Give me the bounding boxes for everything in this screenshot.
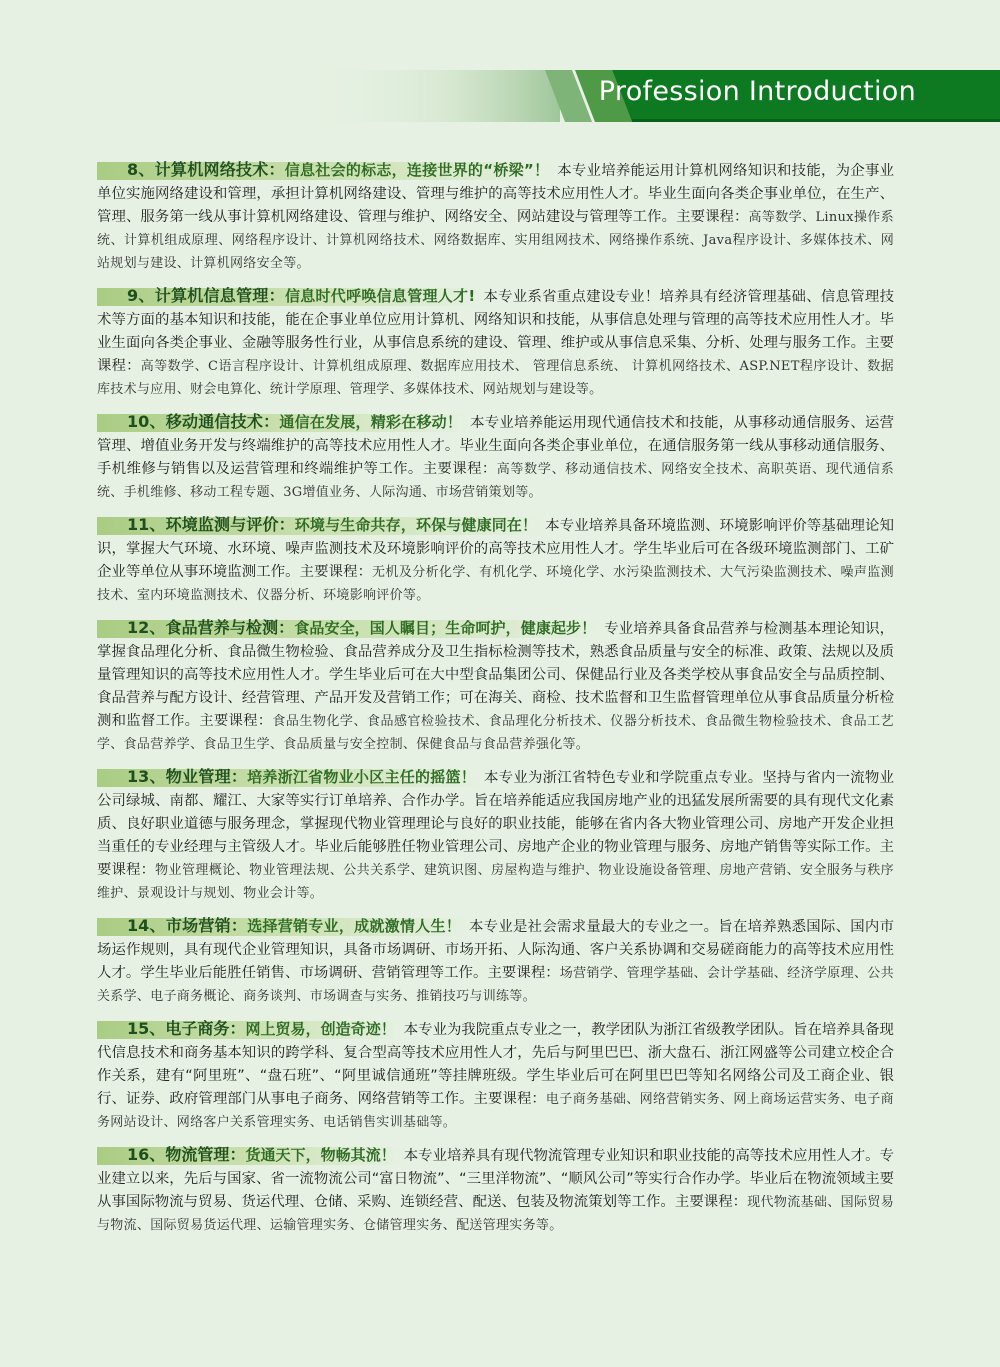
entry-heading	[97, 1021, 404, 1039]
entry-title: 计算机信息管理：	[154, 286, 285, 305]
entry-courses: 现代物流基础、国际贸易与物流、国际贸易货运代理、运输管理实务、仓储管理实务、配送管理实务等。	[97, 1195, 894, 1233]
entry-slogan: 信息社会的标志，连接世界的“桥梁”！	[284, 161, 550, 179]
entry-number: 8、	[127, 160, 155, 179]
profession-list	[97, 158, 894, 1246]
entry-slogan: 环境与生命共存，环保与健康同在！	[294, 516, 538, 534]
entry-slogan: 选择营销专业，成就激情人生！	[247, 917, 462, 935]
profession-entry	[97, 410, 894, 504]
entry-number: 15、	[127, 1019, 166, 1038]
entry-body: 本专业为浙江省特色专业和学院重点专业。坚持与省内一流物业公司绿城、南都、耀江、大家等实行订单培养、合作办学。旨在培养能适应我国房地产业的迅猛发展所需要的具有现代文化素质、良好职业道德与服务理念，掌握现代物业管理理论与良好的职业技能，能够在省内各大物业管理公司、房地产开发企业担当重任的专业经理与主管级人才。毕业后能够胜任物业管理公司、房地产企业的物业管理与服务、房地产销售等实际工作。主要课程：	[97, 770, 894, 878]
entry-courses: 高等数学、Linux操作系统、计算机组成原理、网络程序设计、计算机网络技术、网络数据库、实用组网技术、网络操作系统、Java程序设计、多媒体技术、网站规划与建设、计算机网络安全等。	[97, 210, 894, 271]
entry-slogan: 食品安全，国人瞩目；生命呵护，健康起步！	[294, 619, 597, 637]
profession-entry	[97, 616, 894, 756]
entry-body: 本专业培养具备环境监测、环境影响评价等基础理论知识，掌握大气环境、水环境、噪声监测技术及环境影响评价的高等技术应用性人才。学生毕业后可在各级环境监测部门、工矿企业等单位从事环境监测工作。主要课程：	[97, 518, 894, 580]
profession-entry	[97, 1143, 894, 1237]
entry-slogan: 通信在发展，精彩在移动！	[279, 413, 463, 431]
entry-body: 本专业培养能运用现代通信技术和技能，从事移动通信服务、运营管理、增值业务开发与终端维护的高等技术应用性人才。毕业生面向各类企事业单位，在通信服务第一线从事移动通信服务、手机维修与销售以及运营管理和终端维护等工作。主要课程：	[97, 415, 894, 477]
entry-title: 电子商务：	[165, 1019, 246, 1038]
entry-body: 本专业是社会需求量最大的专业之一。旨在培养熟悉国际、国内市场运作规则，具有现代企业管理知识，具备市场调研、市场开拓、人际沟通、客户关系协调和交易磋商能力的高等技术应用性人才。学生毕业后能胜任销售、市场调研、营销管理等工作。主要课程：	[97, 919, 894, 981]
entry-number: 16、	[127, 1145, 166, 1164]
entry-heading	[97, 1147, 404, 1165]
header-banner	[0, 70, 1000, 122]
entry-slogan: 培养浙江省物业小区主任的摇篮！	[247, 768, 477, 786]
entry-body: 专业培养具备食品营养与检测基本理论知识，掌握食品理化分析、食品微生物检验、食品营养成分及卫生指标检测等技术，熟悉食品质量与安全的标准、政策、法规以及质量管理知识的高等技术应用性人才。学生毕业后可在大中型食品集团公司、保健品行业及各类学校从事食品安全与品质控制、食品营养与配方设计、经营管理、产品开发及营销工作；可在海关、商检、技术监督和卫生监督管理单位从事食品质量分析检测和监督工作。主要课程：	[97, 621, 894, 729]
entry-number: 12、	[127, 618, 166, 637]
entry-title: 移动通信技术：	[165, 412, 280, 431]
entry-number: 14、	[127, 916, 166, 935]
entry-title: 市场营销：	[165, 916, 248, 935]
entry-heading	[97, 769, 484, 787]
entry-heading	[97, 620, 604, 638]
entry-number: 10、	[127, 412, 166, 431]
entry-title: 物流管理：	[165, 1145, 246, 1164]
profession-entry	[97, 513, 894, 607]
profession-entry	[97, 765, 894, 905]
entry-courses: 高等数学、移动通信技术、网络安全技术、高职英语、现代通信系统、手机维修、移动工程专题、3G增值业务、人际沟通、市场营销策划等。	[97, 462, 894, 500]
entry-courses: 物业管理概论、物业管理法规、公共关系学、建筑识图、房屋构造与维护、物业设施设备管理、房地产营销、安全服务与秩序维护、景观设计与规划、物业会计等。	[97, 863, 894, 901]
profession-entry	[97, 914, 894, 1008]
entry-title: 环境监测与评价：	[165, 515, 295, 534]
entry-number: 13、	[127, 767, 166, 786]
entry-body: 本专业培养能运用计算机网络知识和技能，为企事业单位实施网络建设和管理，承担计算机网络建设、管理与维护的高等技术应用性人才。毕业生面向各类企事业单位，在生产、管理、服务第一线从事计算机网络建设、管理与维护、网络安全、网站建设与管理等工作。主要课程：	[97, 163, 894, 225]
entry-courses: 电子商务基础、网络营销实务、网上商场运营实务、电子商务网站设计、网络客户关系管理实务、电话销售实训基础等。	[97, 1092, 894, 1130]
entry-heading	[97, 162, 557, 180]
page-title: Profession Introduction	[598, 76, 916, 107]
entry-courses: 食品生物化学、食品感官检验技术、食品理化分析技术、仪器分析技术、食品微生物检验技术、食品工艺学、食品营养学、食品卫生学、食品质量与安全控制、保健食品与食品营养强化等。	[97, 714, 894, 752]
entry-heading	[97, 414, 470, 432]
entry-slogan: 信息时代呼唤信息管理人才!	[284, 287, 476, 305]
entry-body: 本专业培养具有现代物流管理专业知识和职业技能的高等技术应用性人才。专业建立以来，先后与国家、省一流物流公司“富日物流”、“三里洋物流”、“顺风公司”等实行合作办学。毕业后在物流领域主要从事国际物流与贸易、货运代理、仓储、采购、连锁经营、配送、包装及物流策划等工作。主要课程：	[97, 1148, 894, 1210]
entry-courses: 高等数学、C语言程序设计、计算机组成原理、数据库应用技术、 管理信息系统、 计算机网络技术、ASP.NET程序设计、数据库技术与应用、财会电算化、统计学原理、管理学、多媒体技术、网站规划与建设等。	[97, 359, 894, 397]
profession-entry	[97, 1017, 894, 1134]
entry-number: 9、	[127, 286, 155, 305]
entry-heading	[97, 517, 545, 535]
entry-number: 11、	[127, 515, 166, 534]
entry-heading	[97, 288, 483, 306]
entry-title: 计算机网络技术：	[154, 160, 285, 179]
entry-title: 食品营养与检测：	[165, 618, 295, 637]
profession-entry	[97, 158, 894, 275]
entry-courses: 场营销学、管理学基础、会计学基础、经济学原理、公共关系学、电子商务概论、商务谈判、市场调查与实务、推销技巧与训练等。	[97, 966, 894, 1004]
entry-courses: 无机及分析化学、有机化学、环境化学、水污染监测技术、大气污染监测技术、噪声监测技术、室内环境监测技术、仪器分析、环境影响评价等。	[97, 565, 894, 603]
entry-heading	[97, 918, 469, 936]
entry-title: 物业管理：	[165, 767, 248, 786]
profession-entry	[97, 284, 894, 401]
entry-slogan: 货通天下，物畅其流！	[245, 1146, 396, 1164]
entry-body: 本专业系省重点建设专业！培养具有经济管理基础、信息管理技术等方面的基本知识和技能，能在企事业单位应用计算机、网络知识和技能，从事信息处理与管理的高等技术应用性人才。毕业生面向各类企事业、金融等服务性行业，从事信息系统的建设、管理、维护或从事信息采集、分析、处理与服务工作。主要课程：	[97, 289, 894, 374]
entry-slogan: 网上贸易，创造奇迹！	[245, 1020, 396, 1038]
entry-body: 本专业为我院重点专业之一，教学团队为浙江省级教学团队。旨在培养具备现代信息技术和商务基本知识的跨学科、复合型高等技术应用性人才，先后与阿里巴巴、浙大盘石、浙江网盛等公司建立校企合作关系，建有“阿里班”、“盘石班”、“阿里诚信通班”等挂牌班级。学生毕业后可在阿里巴巴等知名网络公司及工商企业、银行、证券、政府管理部门从事电子商务、网络营销等工作。主要课程：	[97, 1022, 894, 1107]
